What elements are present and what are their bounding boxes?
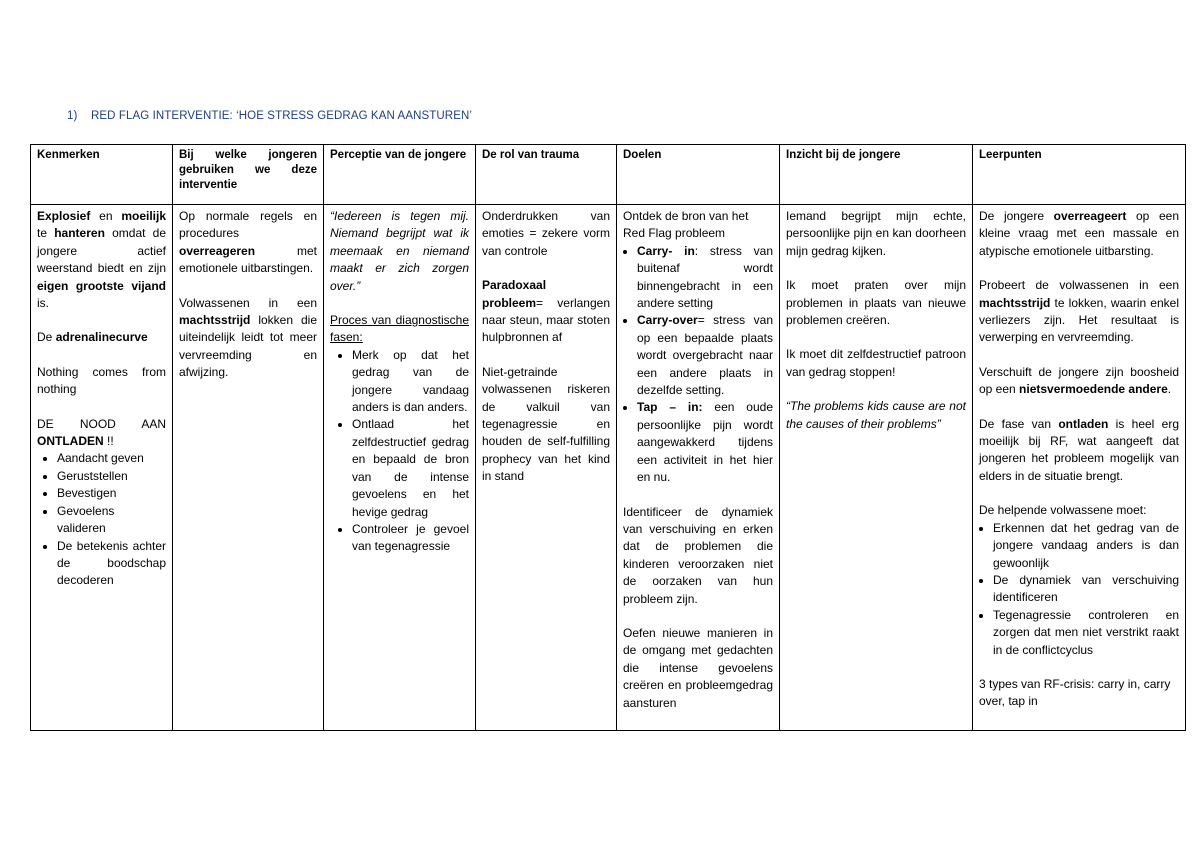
list-item: • Tegenagressie controleren en zorgen dat men niet verstrikt raakt in de conflictcyclus: [993, 607, 1179, 659]
header-inzicht: Inzicht bij de jongere: [780, 145, 973, 205]
cell-perceptie: [324, 205, 476, 731]
list-item: • Merk op dat het gedrag van de jongere vandaag anders is dan anders.: [352, 347, 469, 417]
list-item: • Controleer je gevoel van tegenagressie: [352, 521, 469, 556]
list-item: • De dynamiek van verschuiving identificeren: [993, 572, 1179, 607]
list-item: • Geruststellen: [57, 468, 166, 485]
ontladen-list: [37, 450, 166, 589]
header-perceptie: Perceptie van de jongere: [324, 145, 476, 205]
inzicht-p3: Ik moet dit zelfdestructief patroon van gedrag stoppen!: [786, 347, 966, 379]
leerpunten-p1: De jongere overreageert op een kleine vraag met een massale en atypische emotionele uitbarsting.: [979, 209, 1179, 258]
trauma-p2: Paradoxaal probleem= verlangen naar steun, maar stoten hulpbronnen af: [482, 278, 610, 345]
doelgroep-p2: Volwassenen in een machtsstrijd lokken die uiteindelijk leidt tot meer vervreemding en afwijzing.: [179, 295, 317, 380]
cell-kenmerken: [31, 205, 173, 731]
cell-doelgroep: [173, 205, 324, 731]
trauma-p3: Niet-getrainde volwassenen riskeren de valkuil van tegenagressie en houden de self-fulfilling prophecy van het kind in stand: [482, 364, 610, 484]
cell-inzicht: [780, 205, 973, 731]
table-header-row: [31, 145, 1186, 205]
header-leerpunten: Leerpunten: [973, 145, 1186, 205]
leerpunten-p2: Probeert de volwassenen in een machtsstrijd te lokken, waarin enkel verliezers zijn. Het resultaat is verwerping en vervreemding.: [979, 278, 1179, 345]
adrenaline-line: De adrenalinecurve: [37, 330, 148, 345]
leerpunten-p6: 3 types van RF-crisis: carry in, carry over, tap in: [979, 676, 1171, 709]
list-item: • Erkennen dat het gedrag van de jongere vandaag anders is dan gewoonlijk: [993, 520, 1179, 572]
table-body-row: [31, 205, 1186, 731]
list-item: • Carry- in: stress van buitenaf wordt binnengebracht in een andere setting: [637, 243, 773, 313]
list-item: • Carry-over= stress van op een bepaalde plaats wordt overgebracht naar een andere plaats in dezelfde setting.: [637, 312, 773, 399]
perceptie-quote: “Iedereen is tegen mij. Niemand begrijpt wat ik meemaak en niemand maakt er zich zorgen over.”: [330, 209, 469, 293]
doelen-intro: Ontdek de bron van het Red Flag probleem: [623, 209, 749, 241]
proces-list: [330, 347, 469, 556]
header-trauma: De rol van trauma: [476, 145, 617, 205]
header-kenmerken: Kenmerken: [31, 145, 173, 205]
inzicht-p2: Ik moet praten over mijn problemen in plaats van nieuwe problemen creëren.: [786, 278, 966, 328]
heading-number: 1): [67, 110, 78, 122]
leerpunten-p3: Verschuift de jongere zijn boosheid op een nietsvermoedende andere.: [979, 364, 1179, 397]
list-item: • Gevoelens valideren: [57, 503, 166, 538]
header-doelgroep: Bij welke jongeren gebruiken we deze interventie: [173, 145, 324, 205]
inzicht-p1: Iemand begrijpt mijn echte, persoonlijke pijn en kan doorheen mijn gedrag kijken.: [786, 209, 966, 258]
list-item: • Tap – in: een oude persoonlijke pijn wordt aangewakkerd tijdens een activiteit in het hier en nu.: [637, 399, 773, 486]
intervention-table: [30, 144, 1186, 731]
leerpunten-p4: De fase van ontladen is heel erg moeilijk bij RF, wat aangeeft dat jongeren het probleem mogelijk van elders in de situatie brengt.: [979, 416, 1180, 483]
list-item: • Ontlaad het zelfdestructief gedrag en bepaald de bron van de intense gevoelens en het hevige gedrag: [352, 416, 469, 520]
cell-doelen: [617, 205, 780, 731]
kenmerken-paragraph: Explosief en moeilijk te hanteren omdat de jongere actief weerstand biedt en zijn eigen grootste vijand is.: [37, 209, 167, 311]
cell-trauma: [476, 205, 617, 731]
doelen-p3: Oefen nieuwe manieren in de omgang met gedachten die intense gevoelens creëren en probleemgedrag aansturen: [623, 625, 773, 710]
doelgroep-p1: Op normale regels en procedures overreageren met emotionele uitbarstingen.: [179, 209, 317, 276]
trauma-p1: Onderdrukken van emoties = zekere vorm van controle: [482, 209, 610, 258]
section-heading: [67, 110, 472, 122]
inzicht-quote: “The problems kids cause are not the causes of their problems”: [786, 399, 966, 431]
nothing-line: Nothing comes from nothing: [37, 364, 166, 397]
helpende-list: [979, 520, 1179, 659]
header-doelen: Doelen: [617, 145, 780, 205]
doelen-p2: Identificeer de dynamiek van verschuiving en erken dat de problemen die kinderen veroorzaken niet de oorzaken van hun probleem zijn.: [623, 504, 773, 606]
leerpunten-p5: De helpende volwassene moet:: [979, 503, 1147, 518]
heading-text: RED FLAG INTERVENTIE: ‘HOE STRESS GEDRAG KAN AANSTUREN’: [91, 110, 473, 122]
list-item: • De betekenis achter de boodschap decoderen: [57, 538, 166, 590]
list-item: • Bevestigen: [57, 485, 166, 502]
proces-label: Proces van diagnostische fasen:: [330, 313, 469, 345]
list-item: • Aandacht geven: [57, 450, 166, 467]
nood-line: DE NOOD AAN ONTLADEN !!: [37, 416, 166, 449]
cell-leerpunten: [973, 205, 1186, 731]
doelen-list: [623, 243, 773, 487]
